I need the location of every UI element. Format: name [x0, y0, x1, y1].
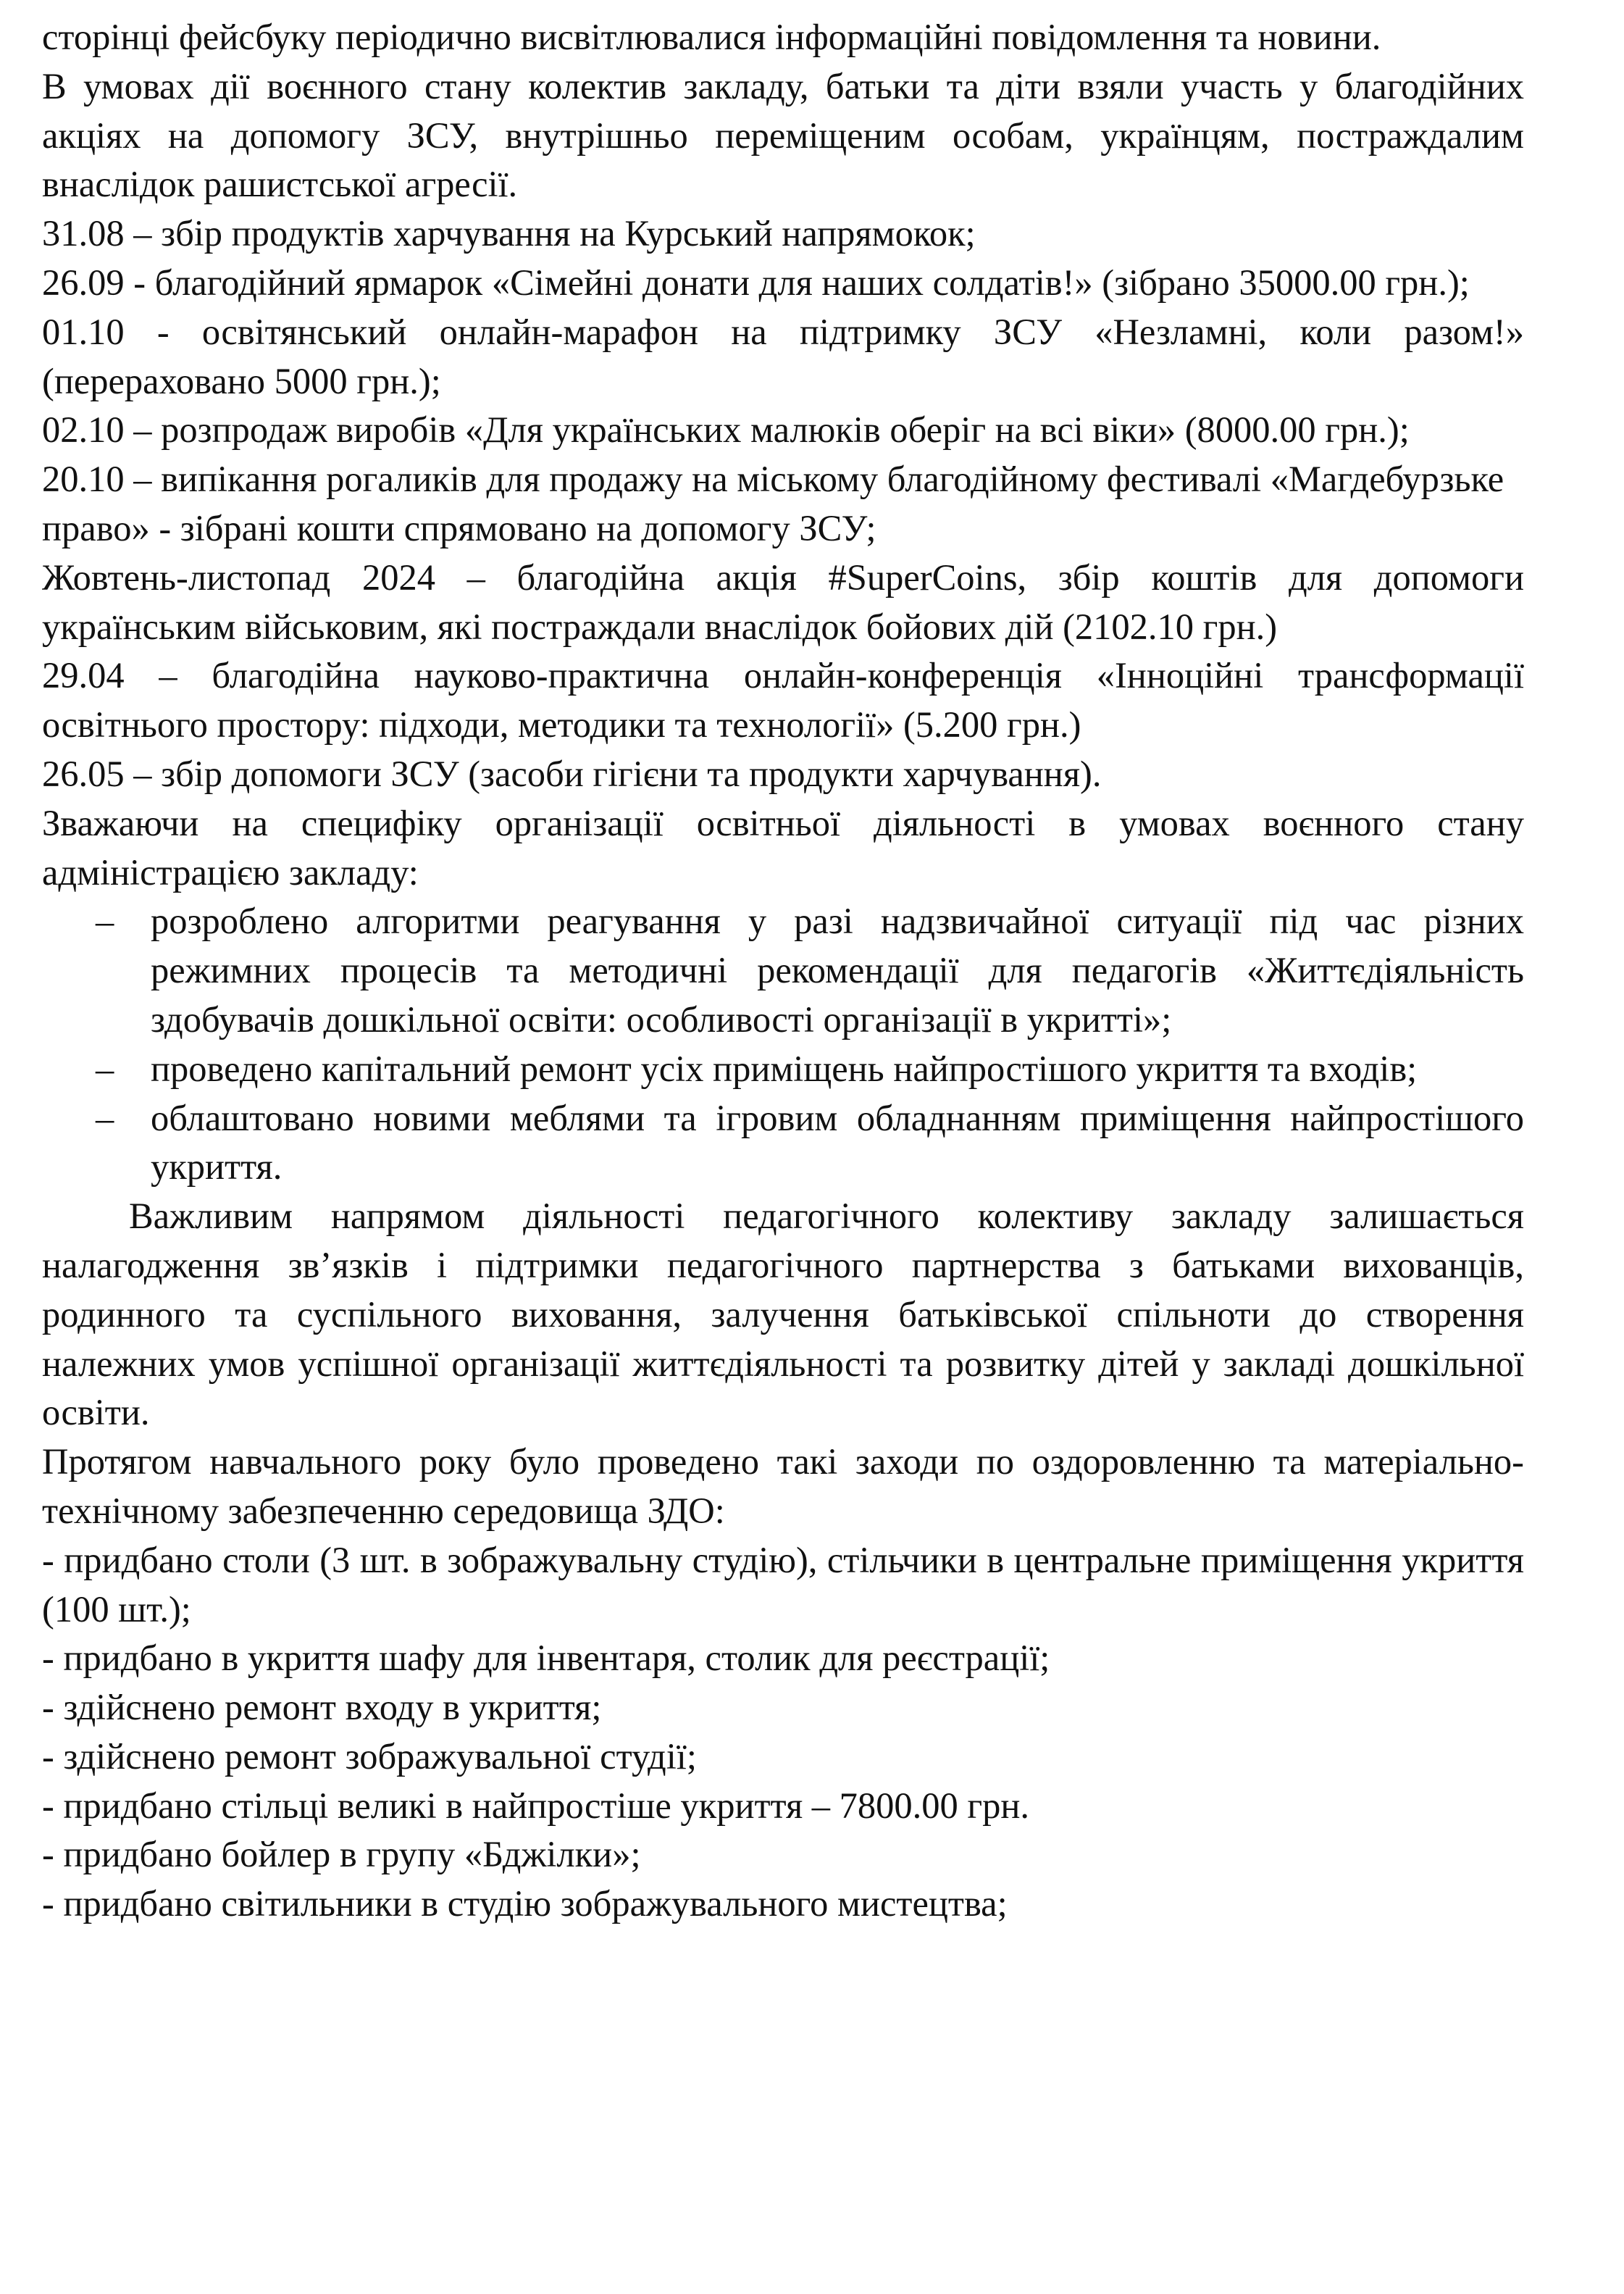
dash-bullet: –: [96, 1097, 114, 1138]
paragraph-event-supercoins: Жовтень-листопад 2024 – благодійна акція #SuperCoins, збір коштів для допомоги українським військовим, які постраждали внаслідок бойових дій (2102.10 грн.): [42, 556, 1524, 647]
paragraph-event-31-08: 31.08 – збір продуктів харчування на Курський напрямокок;: [42, 213, 976, 254]
paragraph-purchase-lamps: - придбано світильники в студію зображувального мистецтва;: [42, 1883, 1008, 1924]
paragraph-administration-intro: Зважаючи на специфіку організації освітньої діяльності в умовах воєнного стану адміністрацією закладу:: [42, 802, 1524, 893]
paragraph-material-support-intro: Протягом навчального року було проведено такі заходи по оздоровленню та матеріально-технічному забезпеченню середовища ЗДО:: [42, 1441, 1524, 1531]
list-item: [96, 1045, 1524, 1094]
paragraph-repair-studio: - здійснено ремонт зображувальної студії;: [42, 1735, 697, 1777]
paragraph-purchase-tables: - придбано столи (3 шт. в зображувальну студію), стільчики в центральне приміщення укриття (100 шт.);: [42, 1539, 1524, 1630]
paragraph-event-20-10: 20.10 – випікання рогаликів для продажу на міському благодійному фестивалі «Магдебурзьке право» - зібрані кошти спрямовано на допомогу ЗСУ;: [42, 459, 1504, 549]
list-item: [96, 897, 1524, 1044]
dash-bullet: –: [96, 901, 114, 942]
paragraph-repair-entrance: - здійснено ремонт входу в укриття;: [42, 1687, 602, 1728]
paragraph-charity-intro: В умовах дії воєнного стану колектив закладу, батьки та діти взяли участь у благодійних акціях на допомогу ЗСУ, внутрішньо переміщеним особам, українцям, постраждалим внаслідок рашистської агресії.: [42, 65, 1524, 205]
list-item-text: проведено капітальний ремонт усіх приміщень найпростішого укриття та входів;: [151, 1048, 1418, 1089]
paragraph-purchase-boiler: - придбано бойлер в групу «Бджілки»;: [42, 1834, 641, 1875]
paragraph-event-26-09: 26.09 - благодійний ярмарок «Сімейні донати для наших солдатів!» (зібрано 35000.00 грн.);: [42, 262, 1470, 303]
paragraph-event-02-10: 02.10 – розпродаж виробів «Для українських малюків оберіг на всі віки» (8000.00 грн.);: [42, 409, 1410, 451]
administration-measures-list: [42, 897, 1524, 1192]
paragraph-event-26-05: 26.05 – збір допомоги ЗСУ (засоби гігієни та продукти харчування).: [42, 753, 1102, 794]
list-item-text: облаштовано новими меблями та ігровим обладнанням приміщення найпростішого укриття.: [151, 1097, 1524, 1188]
list-item-text: розроблено алгоритми реагування у разі надзвичайної ситуації під час різних режимних процесів та методичні рекомендації для педагогів «Життєдіяльність здобувачів дошкільної освіти: особливості організації в укритті»;: [151, 901, 1524, 1040]
paragraph-parent-partnership: Важливим напрямом діяльності педагогічного колективу закладу залишається налагодження зв’язків і підтримки педагогічного партнерства з батьками вихованців, родинного та суспільного виховання, залучення батьківської спільноти до створення належних умов успішної організації життєдіяльності та розвитку дітей у закладі дошкільної освіти.: [42, 1196, 1524, 1433]
paragraph-purchase-cabinet: - придбано в укриття шафу для інвентаря, столик для реєстрації;: [42, 1638, 1050, 1679]
paragraph-facebook-news: сторінці фейсбуку періодично висвітлювалися інформаційні повідомлення та новини.: [42, 17, 1381, 57]
paragraph-event-01-10: 01.10 - освітянський онлайн-марафон на підтримку ЗСУ «Незламні, коли разом!» (перераховано 5000 грн.);: [42, 311, 1524, 401]
dash-bullet: –: [96, 1048, 114, 1089]
paragraph-purchase-chairs: - придбано стільці великі в найпростіше укриття – 7800.00 грн.: [42, 1785, 1030, 1826]
paragraph-event-29-04: 29.04 – благодійна науково-практична онлайн-конференція «Інноційні трансформації освітнього простору: підходи, методики та технології» (5.200 грн.): [42, 655, 1524, 746]
document-page: [42, 13, 1524, 1929]
list-item: [96, 1094, 1524, 1193]
